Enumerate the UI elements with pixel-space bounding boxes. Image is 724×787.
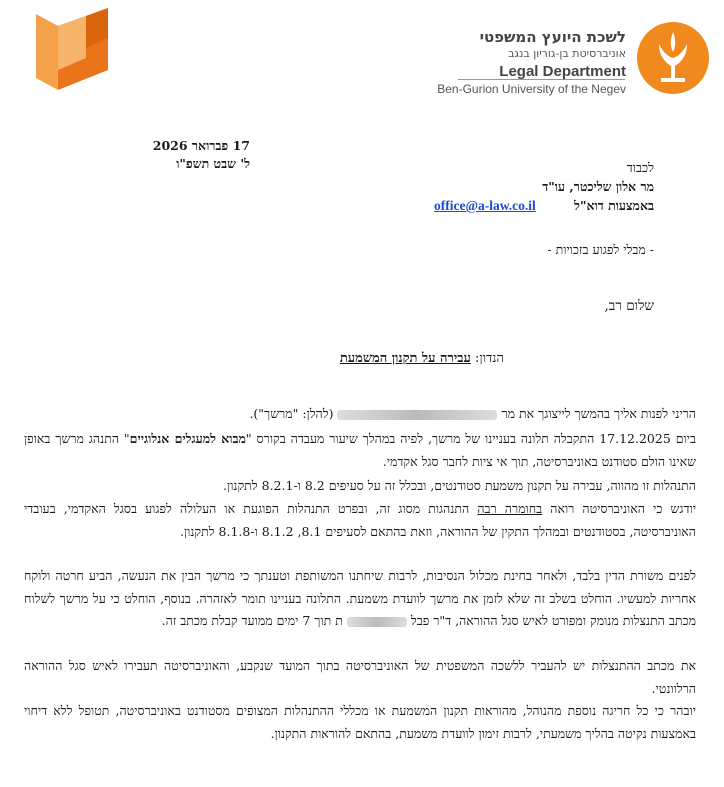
university-name-english: Ben-Gurion University of the Negev xyxy=(437,82,626,96)
date-gregorian: 17 פברואר 2026 xyxy=(152,138,250,153)
recipient-name: מר אלון שליכטר, עו"ד xyxy=(542,179,654,194)
greeting: שלום רב, xyxy=(604,298,654,314)
redacted-name xyxy=(337,410,497,420)
subject-label: הנדון: xyxy=(475,351,504,366)
body-paragraph-3: התנהלות זו מהווה, עבירה על תקנון משמעת סטודנטים, ובכלל זה על סעיפים 8.2 ו-8.2.1 לתקנון. xyxy=(223,478,696,493)
university-name-hebrew: אוניברסיטת בן-גוריון בנגב xyxy=(508,47,626,60)
body-paragraph-7: יובהר כי כל חריגה נוספת מהנוהל, מהוראות תקנון המשמעת או מכללי ההתנהלות המצופים מסטודנט באוניברסיטה, תטופל ללא דיחוי באמצעות נקיטה בהליך משמעתי, לרבות זימון לוועדת משמעת, בהתאם להוראות התקנון. xyxy=(24,703,696,741)
geometric-logo-icon xyxy=(36,8,108,94)
department-name-hebrew: לשכת היועץ המשפטי xyxy=(479,28,626,46)
date-hebrew: ל' שבט תשפ"ו xyxy=(176,156,250,171)
body-paragraph-5: לפנים משורת הדין בלבד, ולאחר בחינת מכלול הנסיבות, לרבות שיחתנו המשותפת וטענתך כי מרשך הבין את הנעשה, הביע חרטה ולוקח אחריות למעשיו. הוחלט בשלב זה שלא לזמן את מרשך לוועדת משמעת. התלונה בעניינו תומר לאזהרה. בנוסף, הוחלט כי על מרשך לשלוח מכתב התנצלות מנומק ומפורט לאיש סגל ההוראה, ד"ר פבל ת תוך 7 ימים ממועד קבלת מכתב זה. xyxy=(24,568,696,628)
university-emblem-icon xyxy=(637,22,709,94)
course-name: מבוא למעגלים אנלוגיים xyxy=(129,431,246,446)
recipient-to: לכבוד xyxy=(626,160,654,175)
subject-line xyxy=(204,350,504,366)
body-paragraph-6: את מכתב ההתנצלות יש להעביר ללשכה המשפטית של האוניברסיטה בתוך המועד שנקבע, והאוניברסיטה תעבירו לאיש סגל ההוראה הרלוונטי. xyxy=(24,658,696,696)
body-paragraph-1: הריני לפנות אליך בהמשך לייצוגך את מר (להלן: "מרשך"). xyxy=(249,406,696,421)
recipient-via: באמצעות דוא"ל office@a-law.co.il xyxy=(434,198,654,213)
redacted-surname xyxy=(347,617,407,627)
emphasis-severity: בחומרה רבה xyxy=(477,501,543,516)
department-name-english: Legal Department xyxy=(499,63,626,80)
body-paragraph-4: יודגש כי האוניברסיטה רואה בחומרה רבה התנהגות מסוג זה, ובפרט התנהלות הפוגעת או העלולה לפגוע בסגל האקדמי, בעובדי האוניברסיטה, בסטודנטים ובמהלך התקין של ההוראה, וזאת בהתאם לסעיפים 8.1, 8.1.2 ו-8.1.8 לתקנון. xyxy=(24,501,696,539)
body-paragraph-2: ביום 17.12.2025 התקבלה תלונה בעניינו של מרשך, לפיה במהלך שיעור מעבדה בקורס "מבוא למעגלים אנלוגיים" התנהג מרשך באופן שאינו הולם סטודנט באוניברסיטה, תוך אי ציות לחבר סגל אקדמי. xyxy=(24,431,696,469)
subject-title: עבירה על תקנון המשמעת xyxy=(339,351,471,366)
without-prejudice: - מבלי לפגוע בזכויות - xyxy=(547,242,654,257)
recipient-email-link[interactable]: office@a-law.co.il xyxy=(434,198,536,213)
